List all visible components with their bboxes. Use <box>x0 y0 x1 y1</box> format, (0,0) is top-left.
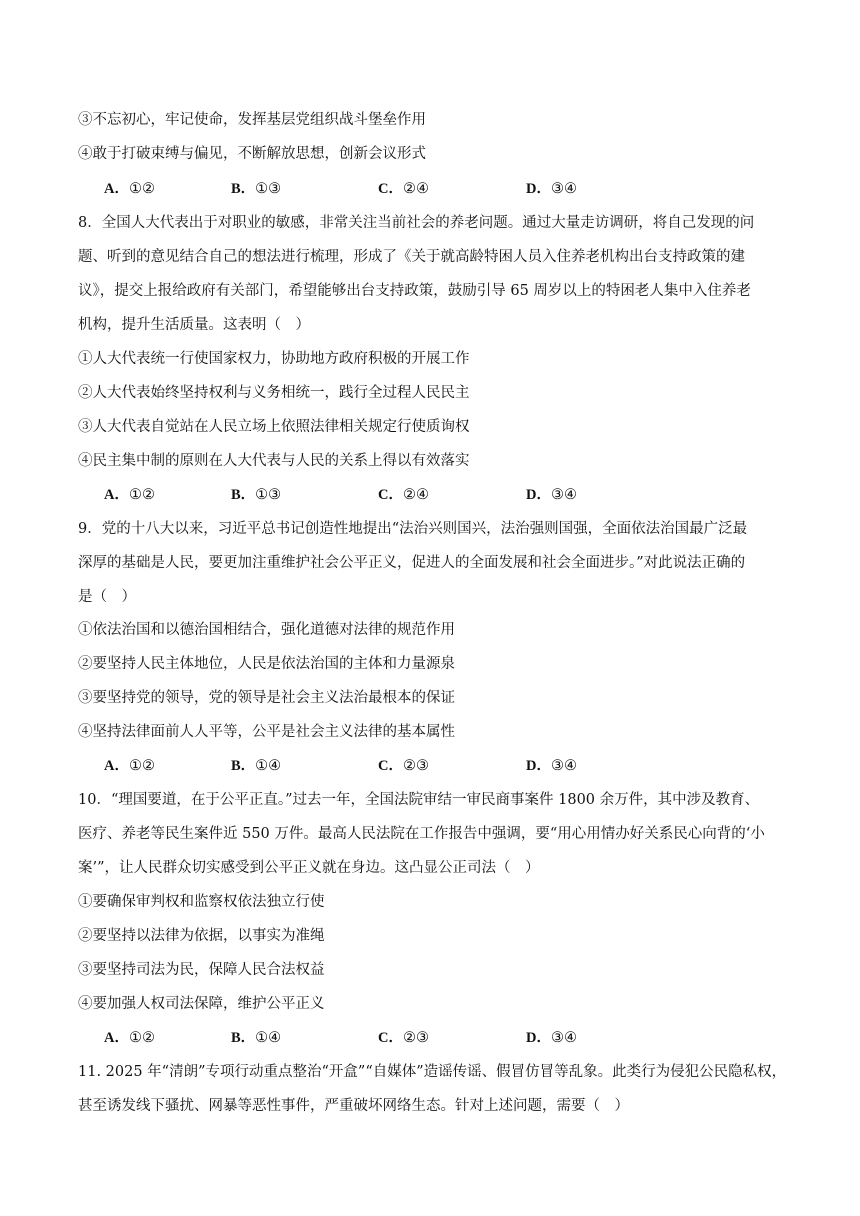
q10-choice-a: A．①② <box>104 1030 155 1046</box>
q7-option-3: ③不忘初心，牢记使命，发挥基层党组织战斗堡垒作用 <box>78 112 426 128</box>
q8-option-4: ④民主集中制的原则在人大代表与人民的关系上得以有效落实 <box>78 453 470 469</box>
q8-choice-b: B．①③ <box>231 487 282 503</box>
q10-stem-line-1: 10．“理国要道，在于公平正直。”过去一年，全国法院审结一审民商事案件 1800 余万件，其中涉及教育、 <box>78 792 760 808</box>
q9-option-4: ④坚持法律面前人人平等，公平是社会主义法律的基本属性 <box>78 724 455 740</box>
q9-option-3: ③要坚持党的领导，党的领导是社会主义法治最根本的保证 <box>78 690 455 706</box>
q10-choices <box>104 1028 704 1048</box>
q7-choice-a: A．①② <box>104 181 155 197</box>
q10-stem-line-3: 案’”，让人民群众切实感受到公平正义就在身边。这凸显公正司法（ ） <box>78 860 540 876</box>
q9-choice-d: D．③④ <box>526 758 577 774</box>
q9-choices <box>104 756 704 776</box>
q10-choice-c: C．②③ <box>378 1030 429 1046</box>
q10-option-1: ①要确保审判权和监察权依法独立行使 <box>78 894 325 910</box>
q9-stem-line-2: 深厚的基础是人民，要更加注重维护社会公平正义，促进人的全面发展和社会全面进步。”对此说法正确的 <box>78 555 746 571</box>
q8-choices <box>104 485 704 505</box>
q8-stem-line-1: 8．全国人大代表出于对职业的敏感，非常关注当前社会的养老问题。通过大量走访调研，将自己发现的问 <box>78 215 755 231</box>
q7-choice-b: B．①③ <box>231 181 282 197</box>
q9-option-2: ②要坚持人民主体地位，人民是依法治国的主体和力量源泉 <box>78 656 455 672</box>
q8-option-1: ①人大代表统一行使国家权力，协助地方政府积极的开展工作 <box>78 351 470 367</box>
q11-stem-line-1: 11. 2025 年“清朗”专项行动重点整治“开盒”“自媒体”造谣传谣、假冒仿冒等乱象。此类行为侵犯公民隐私权， <box>78 1064 787 1080</box>
q8-stem-line-2: 题、听到的意见结合自己的想法进行梳理，形成了《关于就高龄特困人员入住养老机构出台支持政策的建 <box>78 249 745 265</box>
q8-stem-line-3: 议》，提交上报给政府有关部门，希望能够出台支持政策，鼓励引导 65 周岁以上的特困老人集中入住养老 <box>78 283 751 299</box>
q9-stem-line-1: 9．党的十八大以来，习近平总书记创造性地提出“法治兴则国兴，法治强则国强，全面依法治国最广泛最 <box>78 521 748 537</box>
q11-stem-line-2: 甚至诱发线下骚扰、网暴等恶性事件，严重破坏网络生态。针对上述问题，需要（ ） <box>78 1098 629 1114</box>
q10-choice-d: D．③④ <box>526 1030 577 1046</box>
q9-choice-b: B．①④ <box>231 758 282 774</box>
q9-choice-a: A．①② <box>104 758 155 774</box>
q9-option-1: ①依法治国和以德治国相结合，强化道德对法律的规范作用 <box>78 622 455 638</box>
q9-choice-c: C．②③ <box>378 758 429 774</box>
q8-option-2: ②人大代表始终坚持权利与义务相统一，践行全过程人民民主 <box>78 385 470 401</box>
q9-stem-line-3: 是（ ） <box>78 589 136 605</box>
q10-option-3: ③要坚持司法为民，保障人民合法权益 <box>78 962 325 978</box>
q8-stem-line-4: 机构，提升生活质量。这表明（ ） <box>78 317 310 333</box>
q10-option-2: ②要坚持以法律为依据，以事实为准绳 <box>78 928 325 944</box>
q8-choice-d: D．③④ <box>526 487 577 503</box>
q7-choices <box>104 179 704 199</box>
q8-choice-a: A．①② <box>104 487 155 503</box>
q7-choice-c: C．②④ <box>378 181 429 197</box>
q7-option-4: ④敢于打破束缚与偏见，不断解放思想，创新会议形式 <box>78 146 426 162</box>
q10-choice-b: B．①④ <box>231 1030 282 1046</box>
q10-stem-line-2: 医疗、养老等民生案件近 550 万件。最高人民法院在工作报告中强调，要“用心用情办好关系民心向背的‘小 <box>78 826 765 842</box>
q8-choice-c: C．②④ <box>378 487 429 503</box>
q8-option-3: ③人大代表自觉站在人民立场上依照法律相关规定行使质询权 <box>78 419 470 435</box>
q7-choice-d: D．③④ <box>526 181 577 197</box>
q10-option-4: ④要加强人权司法保障，维护公平正义 <box>78 996 325 1012</box>
